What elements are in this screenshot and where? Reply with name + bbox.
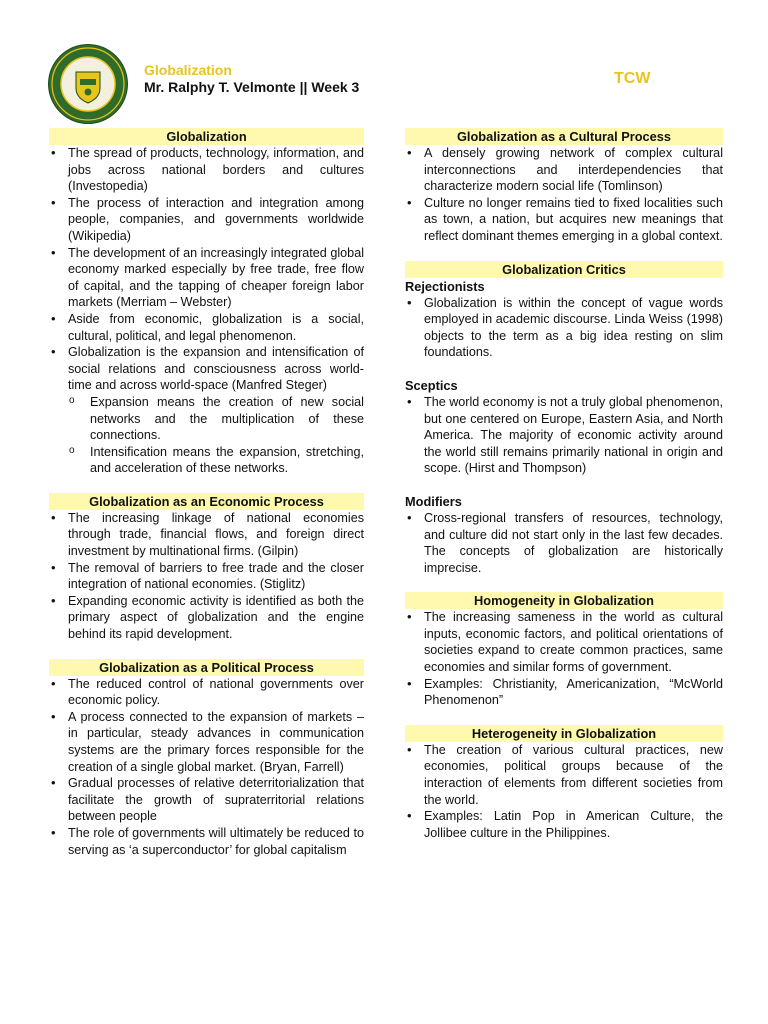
rejectionists-list (405, 295, 723, 361)
list-item: • The role of governments will ultimately be reduced to serving as ‘a superconductor’ for global capitalism (49, 825, 364, 858)
homogeneity-list (405, 609, 723, 709)
subheading-modifiers: Modifiers (405, 493, 462, 509)
document-title: Globalization (144, 62, 232, 78)
subheading-sceptics: Sceptics (405, 377, 458, 393)
college-seal-icon (49, 45, 127, 123)
list-item: • A densely growing network of complex cultural interconnections and interdependencies that characterize modern social life (Tomlinson) (405, 145, 723, 195)
political-process-list (49, 676, 364, 859)
right-column (405, 128, 723, 841)
list-item: • The spread of products, technology, information, and jobs across national borders and cultures (Investopedia) (49, 145, 364, 195)
list-item: • A process connected to the expansion of markets – in particular, steady advances in communication systems are the primary forces responsible for the creation of a single global market. (Bryan, Farrell) (49, 709, 364, 775)
section-heading-heterogeneity: Heterogeneity in Globalization (405, 725, 723, 742)
list-item: • The increasing linkage of national economies through trade, financial flows, and foreign direct investment by multinational firms. (Gilpin) (49, 510, 364, 560)
section-heading-critics: Globalization Critics (405, 261, 723, 278)
list-item: • Cross-regional transfers of resources, technology, and culture did not start only in the last few decades. The concepts of globalization are historically imprecise. (405, 510, 723, 576)
sceptics-list (405, 394, 723, 477)
list-item: • Gradual processes of relative deterritorialization that facilitate the growth of supraterritorial relations between people (49, 775, 364, 825)
sub-list-item: o Expansion means the creation of new social networks and the multiplication of these connections. (49, 394, 364, 444)
list-item: • Examples: Latin Pop in American Culture, the Jollibee culture in the Philippines. (405, 808, 723, 841)
subheading-rejectionists: Rejectionists (405, 278, 485, 294)
list-item: • The creation of various cultural practices, new economies, political groups because of the interaction of elements from different societies from the world. (405, 742, 723, 808)
list-item: • Globalization is the expansion and intensification of social relations and consciousness across world-time and across world-space (Manfred Steger) (49, 344, 364, 394)
list-item: • The process of interaction and integration among people, companies, and governments worldwide (Wikipedia) (49, 195, 364, 245)
list-item: • The removal of barriers to free trade and the closer integration of national economies. (Stiglitz) (49, 560, 364, 593)
globalization-list (49, 145, 364, 477)
list-item: • Examples: Christianity, Americanization, “McWorld Phenomenon” (405, 676, 723, 709)
left-column (49, 128, 364, 858)
list-item: • The world economy is not a truly global phenomenon, but one centered on Europe, Eastern Asia, and North America. The majority of economic activity around the world still remains primarily national in origin and scope. (Hirst and Thompson) (405, 394, 723, 477)
list-item: • The development of an increasingly integrated global economy marked especially by free trade, free flow of capital, and the tapping of cheaper foreign labor markets (Merriam – Webster) (49, 245, 364, 311)
economic-process-list (49, 510, 364, 643)
section-heading-homogeneity: Homogeneity in Globalization (405, 592, 723, 609)
list-item: • The increasing sameness in the world as cultural inputs, economic factors, and political orientations of societies expand to create common practices, same economies and similar forms of government. (405, 609, 723, 675)
section-heading-economic-process: Globalization as an Economic Process (49, 493, 364, 510)
section-heading-globalization: Globalization (49, 128, 364, 145)
modifiers-list (405, 510, 723, 576)
list-item: • The reduced control of national governments over economic policy. (49, 676, 364, 709)
list-item: • Culture no longer remains tied to fixed localities such as town, a nation, but acquires new meanings that reflect dominant themes emerging in a global context. (405, 195, 723, 245)
list-item: • Globalization is within the concept of vague words employed in academic discourse. Linda Weiss (1998) objects to the term as a big idea resting on slim foundations. (405, 295, 723, 361)
sub-list-item: o Intensification means the expansion, stretching, and acceleration of these networks. (49, 444, 364, 477)
course-code: TCW (614, 70, 651, 87)
document-header (0, 0, 768, 120)
cultural-process-list (405, 145, 723, 245)
heterogeneity-list (405, 742, 723, 842)
document-subtitle: Mr. Ralphy T. Velmonte || Week 3 (144, 79, 360, 95)
list-item: • Expanding economic activity is identified as both the primary aspect of globalization and the engine behind its rapid development. (49, 593, 364, 643)
section-heading-cultural-process: Globalization as a Cultural Process (405, 128, 723, 145)
section-heading-political-process: Globalization as a Political Process (49, 659, 364, 676)
list-item: • Aside from economic, globalization is a social, cultural, political, and legal phenomenon. (49, 311, 364, 344)
